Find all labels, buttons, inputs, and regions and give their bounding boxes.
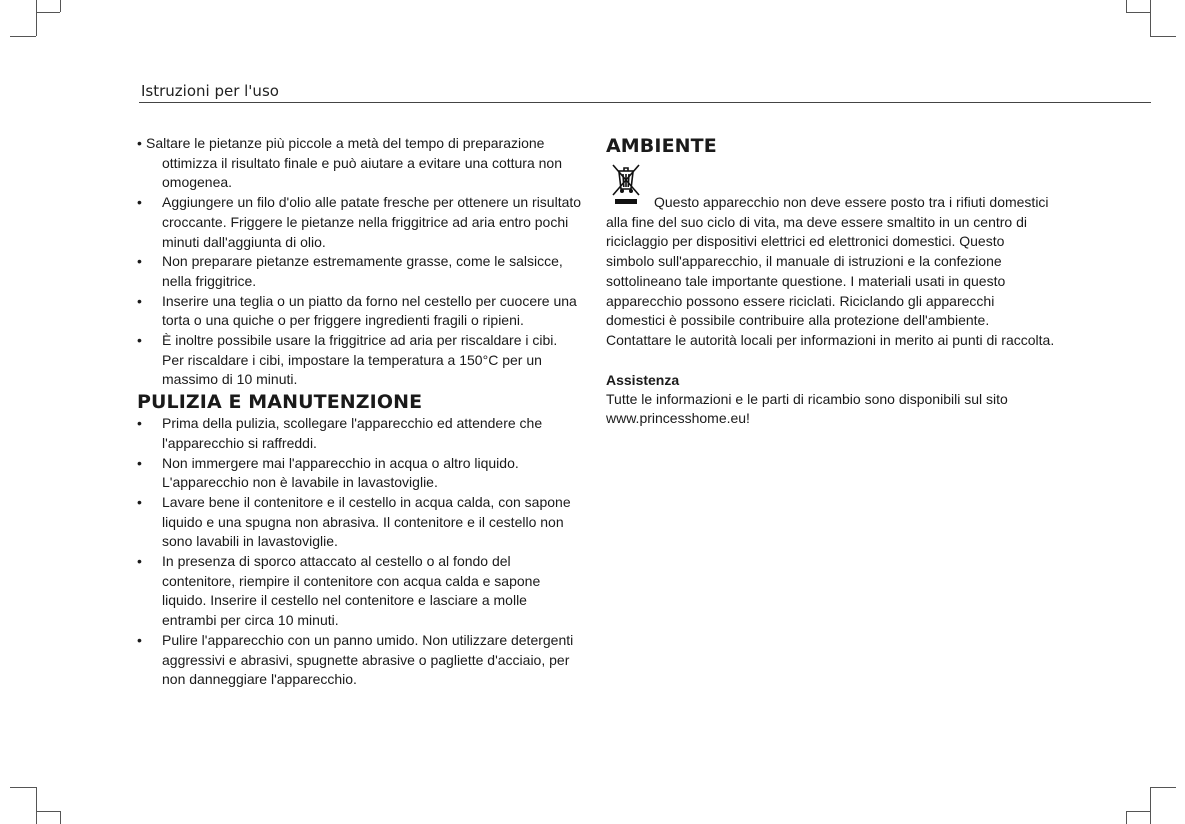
crop-mark	[1150, 36, 1176, 37]
crop-mark	[1150, 787, 1151, 824]
crop-mark	[10, 36, 36, 37]
crop-mark	[60, 0, 61, 12]
crop-mark	[36, 811, 60, 812]
crop-mark	[1126, 12, 1150, 13]
list-item: • Non immergere mai l'apparecchio in acqua o altro liquido. L'apparecchio non è lavabile in lavastoviglie.	[137, 454, 582, 493]
list-item: • Non preparare pietanze estremamente grasse, come le salsicce, nella friggitrice.	[137, 252, 582, 291]
list-item: • È inoltre possibile usare la friggitrice ad aria per riscaldare i cibi. Per riscaldare i cibi, impostare la temperatura a 150°C per un massimo di 10 minuti.	[137, 331, 582, 390]
list-item: • In presenza di sporco attaccato al cestello o al fondo del contenitore, riempire il contenitore con acqua calda e sapone liquido. Inserire il cestello nel contenitore e lasciare a molle entrambi per circa 10 minuti.	[137, 552, 582, 631]
crop-mark	[10, 787, 36, 788]
list-item: • Lavare bene il contenitore e il cestello in acqua calda, con sapone liquido e una spugna non abrasiva. Il contenitore e il cestello non sono lavabili in lavastoviglie.	[137, 493, 582, 552]
environment-title: AMBIENTE	[606, 135, 717, 157]
crop-mark	[1150, 787, 1176, 788]
crop-mark	[36, 12, 60, 13]
left-column	[137, 134, 582, 690]
crop-mark	[1126, 0, 1127, 12]
list-item: • Prima della pulizia, scollegare l'apparecchio ed attendere che l'apparecchio si raffreddi.	[137, 414, 582, 453]
crop-mark	[1126, 811, 1127, 824]
tips-list	[137, 134, 582, 390]
right-column	[606, 134, 1056, 429]
header-rule	[139, 102, 1151, 103]
list-item: • Saltare le pietanze più piccole a metà del tempo di preparazione ottimizza il risultato finale e può aiutare a evitare una cottura non omogenea.	[137, 134, 582, 193]
list-item: • Inserire una teglia o un piatto da forno nel cestello per cuocere una torta o una quiche o per friggere ingredienti fragili o ripieni.	[137, 292, 582, 331]
crop-mark	[60, 811, 61, 824]
assistance-text: Tutte le informazioni e le parti di ricambio sono disponibili sul sito www.princesshome.eu!	[606, 390, 1008, 427]
environment-text: Questo apparecchio non deve essere posto tra i rifiuti domestici alla fine del suo ciclo di vita, ma deve essere smaltito in un centro di riciclaggio per dispositivi elettrici ed elettronici domestici. Questo simbolo sull'apparecchio, il manuale di istruzioni e la confezione sottolineano tale importante questione. I materiali usati in questo apparecchio possono essere riciclati. Riciclando gli apparecchi domestici è possibile contribuire alla protezione dell'ambiente. Contattare le autorità locali per informazioni in merito ai punti di raccolta.	[606, 194, 1055, 348]
list-item: • Pulire l'apparecchio con un panno umido. Non utilizzare detergenti aggressivi e abrasivi, spugnette abrasive o pagliette d'acciaio, per non danneggiare l'apparecchio.	[137, 631, 582, 690]
cleaning-title: PULIZIA E MANUTENZIONE	[137, 391, 423, 414]
running-header: Istruzioni per l'uso	[141, 82, 279, 100]
cleaning-list	[137, 414, 582, 690]
crop-mark	[36, 0, 37, 36]
crop-mark	[1126, 811, 1150, 812]
crop-mark	[1150, 0, 1151, 36]
list-item: • Aggiungere un filo d'olio alle patate fresche per ottenere un risultato croccante. Friggere le pietanze nella friggitrice ad aria entro pochi minuti dall'aggiunta di olio.	[137, 193, 582, 252]
assistance-title: Assistenza	[606, 371, 680, 388]
crop-mark	[36, 787, 37, 824]
